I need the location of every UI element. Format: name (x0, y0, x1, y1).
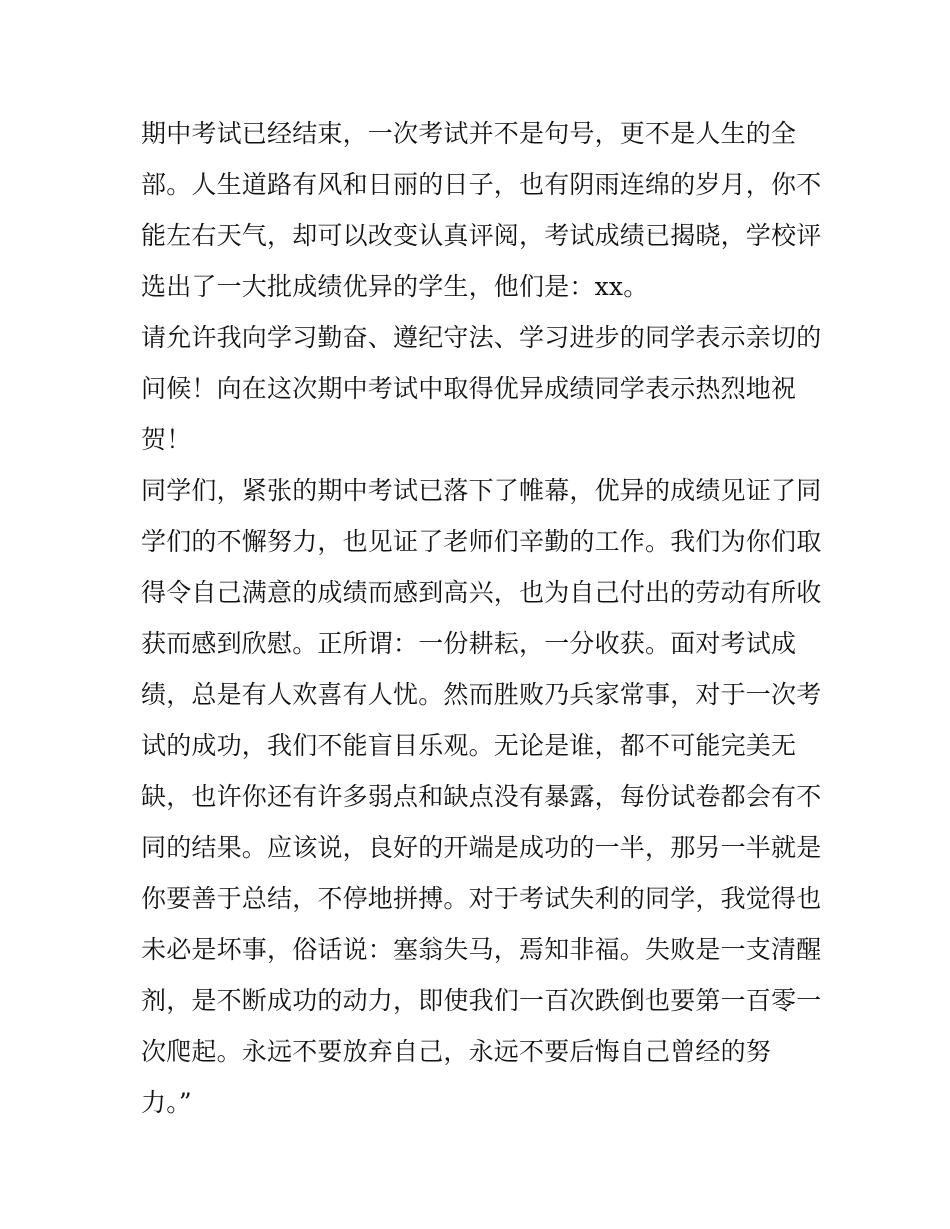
text-line: 缺，也许你还有许多弱点和缺点没有暴露，每份试卷都会有不 (141, 782, 822, 811)
text-line: 绩，总是有人欢喜有人忧。然而胜败乃兵家常事，对于一次考 (141, 680, 822, 709)
text-line: 期中考试已经结束，一次考试并不是句号，更不是人生的全 (141, 119, 797, 148)
text-line: 选出了一大批成绩优异的学生，他们是：xx。 (141, 272, 649, 301)
text-line: 贺！ (141, 425, 192, 454)
paragraph-2 (141, 312, 821, 465)
text-line: 部。人生道路有风和日丽的日子，也有阴雨连绵的岁月，你不 (141, 170, 822, 199)
text-line: 力。” (141, 1088, 192, 1117)
text-line: 同的结果。应该说，良好的开端是成功的一半，那另一半就是 (141, 833, 822, 862)
text-line: 学们的不懈努力，也见证了老师们辛勤的工作。我们为你们取 (141, 527, 822, 556)
text-line: 试的成功，我们不能盲目乐观。无论是谁，都不可能完美无 (141, 731, 797, 760)
paragraph-1 (141, 108, 821, 312)
document-body (141, 108, 821, 1128)
text-line: 剂，是不断成功的动力，即使我们一百次跌倒也要第一百零一 (141, 986, 822, 1015)
text-line: 同学们，紧张的期中考试已落下了帷幕，优异的成绩见证了同 (141, 476, 822, 505)
paragraph-3 (141, 465, 821, 1128)
text-line: 未必是坏事，俗话说：塞翁失马，焉知非福。失败是一支清醒 (141, 935, 822, 964)
text-line: 次爬起。永远不要放弃自己，永远不要后悔自己曾经的努 (141, 1037, 772, 1066)
text-line: 能左右天气，却可以改变认真评阅，考试成绩已揭晓，学校评 (141, 221, 822, 250)
text-line: 问候！向在这次期中考试中取得优异成绩同学表示热烈地祝 (141, 374, 797, 403)
text-line: 得令自己满意的成绩而感到高兴，也为自己付出的劳动有所收 (141, 578, 822, 607)
text-line: 获而感到欣慰。正所谓：一份耕耘，一分收获。面对考试成 (141, 629, 797, 658)
text-line: 请允许我向学习勤奋、遵纪守法、学习进步的同学表示亲切的 (141, 323, 822, 352)
text-line: 你要善于总结，不停地拼搏。对于考试失利的同学，我觉得也 (141, 884, 822, 913)
